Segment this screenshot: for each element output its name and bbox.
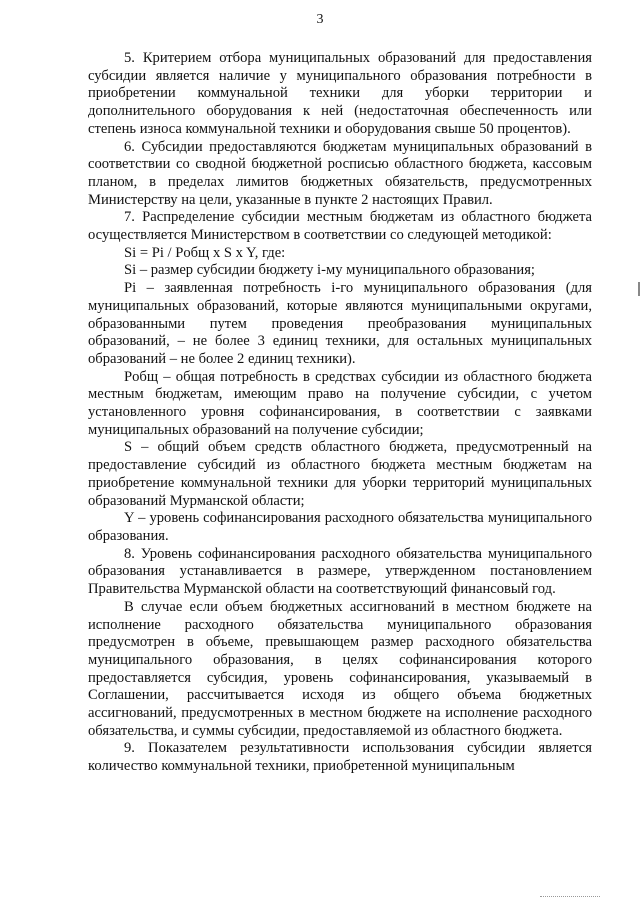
definition-si: Si – размер субсидии бюджету i-му муниципального образования; (124, 262, 535, 279)
paragraph-8: 8. Уровень софинансирования расходного обязательства муниципального образования устанавливается в размере, утвержденном постановлением Правительства Мурманской области на соответствующий финансовый год. (88, 545, 592, 598)
scan-footer-line (540, 896, 600, 897)
formula: Si = Pi / Pобщ x S x Y, где: (124, 244, 286, 261)
document-body (88, 50, 592, 776)
paragraph-9: 9. Показателем результативности использования субсидии является количество коммунальной техники, приобретенной муниципальным (88, 740, 592, 775)
definition-pobsh: Pобщ – общая потребность в средствах субсидии из областного бюджета местным бюджетам, имеющим право на получение субсидии, с учетом установленного уровня софинансирования, в соответствии с заявками муниципальных образований на получение субсидии; (88, 368, 592, 438)
paragraph-6: 6. Субсидии предоставляются бюджетам муниципальных образований в соответствии со сводной бюджетной росписью областного бюджета, кассовым планом, в пределах лимитов бюджетных обязательств, предусмотренных Министерству на цели, указанные в пункте 2 настоящих Правил. (88, 138, 592, 208)
paragraph-8-continued: В случае если объем бюджетных ассигнований в местном бюджете на исполнение расходного обязательства муниципального образования предусмотрен в объеме, превышающем размер расходного обязательства муниципального образования, в целях софинансирования которого предоставляется субсидия, уровень софинансирования, указываемый в Соглашении, рассчитывается исходя из общего объема бюджетных ассигнований, предусмотренных в местном бюджете на исполнение расходного обязательства, и суммы субсидии, предоставляемой из областного бюджета. (88, 598, 592, 739)
page-number: 3 (316, 12, 324, 27)
paragraph-7: 7. Распределение субсидии местным бюджетам из областного бюджета осуществляется Министерством в соответствии со следующей методикой: (88, 209, 592, 244)
definition-s: S – общий объем средств областного бюджета, предусмотренный на предоставление субсидий из областного бюджета местным бюджетам на приобретение коммунальной техники для уборки территорий муниципальных образований Мурманской области; (88, 439, 592, 509)
definition-y: Y – уровень софинансирования расходного обязательства муниципального образования. (88, 510, 592, 544)
definition-pi: Pi – заявленная потребность i-го муниципального образования (для муниципальных образований, которые являются муниципальными округами, образованными путем проведения преобразования муниципальных образований, – не более 3 единиц техники, для остальных муниципальных образований – не более 2 единиц техники). (88, 280, 592, 367)
paragraph-5: 5. Критерием отбора муниципальных образований для предоставления субсидии является наличие у муниципального образования потребности в приобретении коммунальной техники для уборки территории и дополнительного оборудования к ней (недостаточная обеспеченность или степень износа коммунальной техники и оборудования свыше 50 процентов). (88, 50, 592, 137)
